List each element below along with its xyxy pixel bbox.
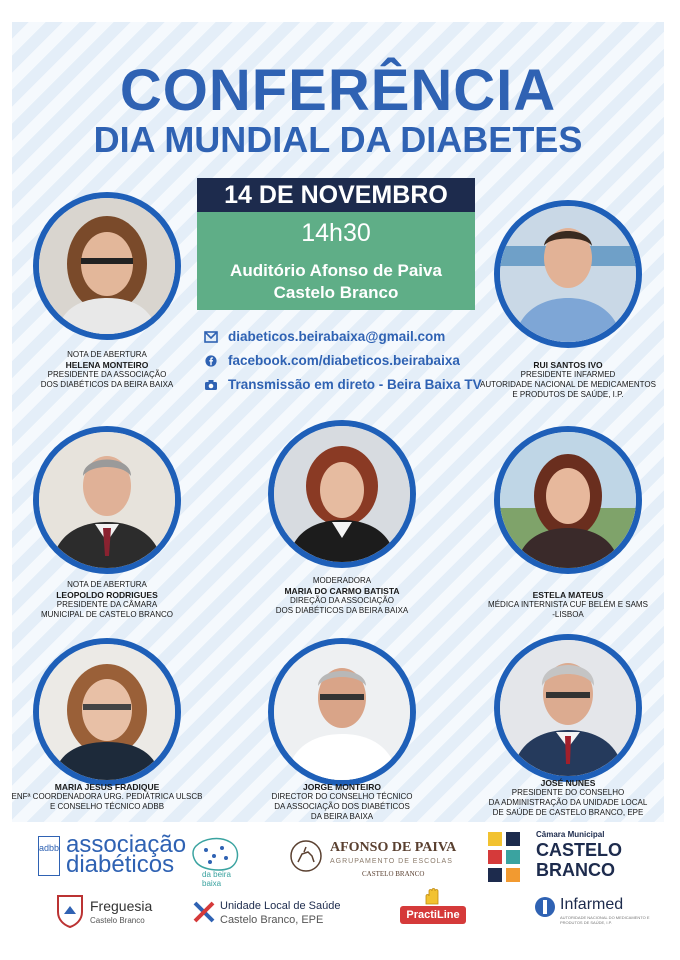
speaker-desc: DE SAÚDE DE CASTELO BRANCO, EPE [492,808,644,817]
caption-leopoldo [12,580,212,620]
caption-jorge [237,782,447,822]
speaker-name: HELENA MONTEIRO [65,360,149,370]
speaker-name: LEOPOLDO RODRIGUES [56,590,158,600]
envelope-icon [204,331,218,343]
contact-email[interactable] [204,326,504,348]
speaker-desc: AUTORIDADE NACIONAL DE MEDICAMENTOS [480,380,656,389]
hand-icon [422,888,444,906]
sponsor-logos [0,822,680,960]
adbb-small: da beira baixa [202,870,231,888]
speaker-photo-helena [33,192,181,340]
speaker-photo-jose [494,634,642,782]
email-text: diabeticos.beirabaixa@gmail.com [228,329,446,344]
speaker-photo-estela [494,426,642,574]
speaker-desc: DA BEIRA BAIXA [310,812,374,821]
portrait-woman-icon [39,644,175,780]
poster-background [12,22,664,822]
speaker-desc: PRESIDENTE INFARMED [520,370,616,379]
speaker-desc: -LISBOA [552,610,584,619]
speaker-desc: E PRODUTOS DE SAÚDE, I.P. [512,390,624,399]
speaker-desc: MUNICIPAL DE CASTELO BRANCO [40,610,174,619]
facebook-text: facebook.com/diabeticos.beirabaixa [228,353,460,368]
freguesia-sub: Castelo Branco [90,916,145,925]
caption-maria-carmo [237,576,447,616]
event-date: 14 DE NOVEMBRO [197,178,475,212]
portrait-man-icon [274,644,410,780]
contact-facebook[interactable] [204,350,504,372]
speaker-desc: PRESIDENTE DO CONSELHO [511,788,625,797]
camara-top: Câmara Municipal [536,830,605,839]
speaker-desc: DOS DIABÉTICOS DA BEIRA BAIXA [40,380,174,389]
camara-castelo-branco-logo [484,828,634,888]
speaker-name: MARIA DO CARMO BATISTA [284,586,400,596]
portrait-man-icon [500,206,636,342]
speaker-desc: DIREÇÃO DA ASSOCIAÇÃO [289,596,395,605]
speaker-name: RUI SANTOS IVO [533,360,603,370]
uls-line1: Unidade Local de Saúde [220,900,341,912]
speaker-desc: DIRECTOR DO CONSELHO TÉCNICO [271,792,413,801]
speaker-desc: E CONSELHO TÉCNICO ADBB [49,802,165,811]
infarmed-mark-icon [534,896,556,918]
speaker-desc: DA ADMINISTRAÇÃO DA UNIDADE LOCAL [488,798,648,807]
speaker-photo-leopoldo [33,426,181,574]
shield-icon [56,894,84,928]
speaker-role: MODERADORA [312,576,372,585]
freguesia-logo [56,892,166,936]
caption-helena [12,350,212,390]
caption-estela [463,590,664,620]
uls-logo [192,898,362,934]
stream-text: Transmissão em direto - Beira Baixa TV [228,377,482,392]
adbb-mark: adbb [38,836,60,876]
freguesia-name: Freguesia [90,898,153,914]
afonso-name: AFONSO DE PAIVA [330,840,457,855]
speaker-name: ESTELA MATEUS [532,590,604,600]
speaker-desc: MÉDICA INTERNISTA CUF BELÉM E SAMS [488,600,648,609]
practiline-name: PractiLine [400,906,466,924]
venue-line-2: Castelo Branco [273,283,399,302]
horse-rider-emblem-icon [290,840,322,872]
speaker-photo-rui [494,200,642,348]
speaker-desc: PRESIDENTE DA CÂMARA [56,600,158,609]
speaker-role: NOTA DE ABERTURA [67,350,147,359]
portrait-woman-icon [39,198,175,334]
caption-jose [463,778,664,818]
infarmed-logo [534,894,654,934]
speaker-desc: PRESIDENTE DA ASSOCIAÇÃO [47,370,167,379]
speaker-role: NOTA DE ABERTURA [67,580,147,589]
caption-rui [463,360,664,400]
adbb-word-associacao: associação [66,831,187,858]
portrait-woman-icon [274,426,410,562]
speaker-photo-maria-carmo [268,420,416,568]
speaker-name: JORGE MONTEIRO [303,782,381,792]
conference-subtitle: DIA MUNDIAL DA DIABETES [93,119,583,160]
contact-stream[interactable] [204,374,504,396]
uls-line2: Castelo Branco, EPE [220,914,324,926]
speaker-desc: DA ASSOCIAÇÃO DOS DIABÉTICOS [274,802,410,811]
speaker-photo-maria-jesus [33,638,181,786]
castle-emblem-icon [484,828,532,886]
infarmed-name: Infarmed [560,896,624,913]
infarmed-sub: AUTORIDADE NACIONAL DO MEDICAMENTO E PRODUTOS DE SAÚDE, I.P. [560,915,650,925]
speaker-desc: ENFª COORDENADORA URG. PEDIÁTRICA ULSCB [12,792,203,801]
afonso-de-paiva-logo [290,836,460,884]
adbb-logo [38,831,248,888]
camara-line2: BRANCO [536,860,615,880]
portrait-man-icon [500,640,636,776]
adbb-word-diabeticos: diabéticos [66,851,175,878]
event-time: 14h30 [301,219,371,247]
caption-maria-jesus [12,782,212,812]
afonso-sub: AGRUPAMENTO DE ESCOLAS [330,858,453,865]
speaker-desc: DOS DIABÉTICOS DA BEIRA BAIXA [275,606,409,615]
speaker-name: MARIA JESUS FRADIQUE [54,782,160,792]
conference-title: CONFERÊNCIA [119,58,557,123]
venue-line-1: Auditório Afonso de Paiva [230,261,442,280]
afonso-city: CASTELO BRANCO [362,870,425,878]
contact-list [204,326,504,398]
event-venue [197,260,475,304]
practiline-logo [400,888,470,930]
speaker-photo-jorge [268,638,416,786]
camara-line1: CASTELO [536,840,623,860]
beira-baixa-map-icon [190,836,242,872]
uls-x-mark-icon [192,900,216,924]
portrait-woman-icon [500,432,636,568]
portrait-man-icon [39,432,175,568]
speaker-name: JOSÉ NUNES [540,778,596,788]
